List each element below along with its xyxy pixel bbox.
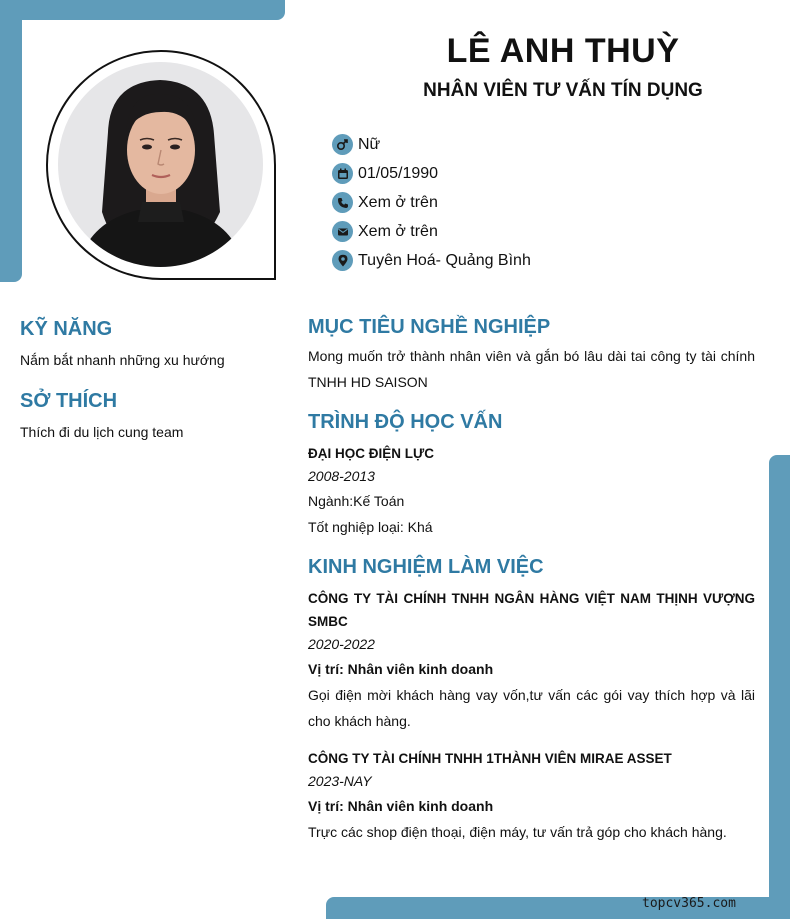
- left-column: [20, 318, 270, 440]
- phone-icon: [332, 192, 353, 213]
- contact-birthday: [332, 159, 531, 188]
- hobbies-text: Thích đi du lịch cung team: [20, 424, 184, 440]
- contact-email: [332, 217, 531, 246]
- education-entry: [308, 442, 755, 540]
- experience-period: 2023-NAY: [308, 773, 372, 789]
- experience-company: CÔNG TY TÀI CHÍNH TNHH NGÂN HÀNG VIỆT NAM THỊNH VƯỢNG SMBC: [308, 591, 755, 629]
- contact-phone-text: Xem ở trên: [358, 193, 438, 211]
- decor-top-bar: [0, 0, 285, 20]
- avatar: [58, 62, 263, 267]
- right-column: [308, 316, 755, 845]
- experience-role: Vị trí: Nhân viên kinh doanh: [308, 798, 494, 814]
- education-heading: TRÌNH ĐỘ HỌC VẤN: [308, 411, 503, 433]
- skills-heading: KỸ NĂNG: [20, 318, 113, 340]
- contact-gender-text: Nữ: [358, 135, 381, 153]
- contact-list: [332, 130, 531, 275]
- experience-heading: KINH NGHIỆM LÀM VIỆC: [308, 556, 544, 578]
- experience-role: Vị trí: Nhân viên kinh doanh: [308, 661, 494, 677]
- contact-gender: [332, 130, 531, 159]
- experience-period: 2020-2022: [308, 636, 375, 652]
- experience-entry: [308, 587, 755, 734]
- email-icon: [332, 221, 353, 242]
- contact-address-text: Tuyên Hoá- Quảng Bình: [358, 251, 531, 269]
- decor-right-bar: [769, 455, 790, 919]
- education-school: ĐẠI HỌC ĐIỆN LỰC: [308, 446, 434, 461]
- experience-description: Trực các shop điện thoại, điện máy, tư vấn trả góp cho khách hàng.: [308, 824, 727, 840]
- education-grade: Tốt nghiệp loại: Khá: [308, 519, 433, 535]
- skills-text: Nắm bắt nhanh những xu hướng: [20, 352, 225, 368]
- candidate-title: NHÂN VIÊN TƯ VẤN TÍN DỤNG: [423, 80, 703, 101]
- experience-description: Gọi điện mời khách hàng vay vốn,tư vấn các gói vay thích hợp và lãi cho khách hàng.: [308, 687, 755, 729]
- gender-icon: [332, 134, 353, 155]
- education-major: Ngành:Kế Toán: [308, 493, 405, 509]
- contact-address: [332, 246, 531, 275]
- objective-text: Mong muốn trở thành nhân viên và gắn bó lâu dài tai công ty tài chính TNHH HD SAISON: [308, 348, 755, 390]
- education-period: 2008-2013: [308, 468, 375, 484]
- decor-left-bar: [0, 0, 22, 282]
- hobbies-heading: SỞ THÍCH: [20, 390, 118, 412]
- contact-phone: [332, 188, 531, 217]
- contact-birthday-text: 01/05/1990: [358, 164, 439, 182]
- contact-email-text: Xem ở trên: [358, 222, 438, 240]
- calendar-icon: [332, 163, 353, 184]
- watermark: topcv365.com: [642, 896, 736, 911]
- experience-company: CÔNG TY TÀI CHÍNH TNHH 1THÀNH VIÊN MIRAE ASSET: [308, 751, 672, 766]
- objective-heading: MỤC TIÊU NGHỀ NGHIỆP: [308, 316, 551, 338]
- experience-entry: [308, 747, 755, 845]
- candidate-name: LÊ ANH THUỲ: [446, 32, 680, 70]
- location-icon: [332, 250, 353, 271]
